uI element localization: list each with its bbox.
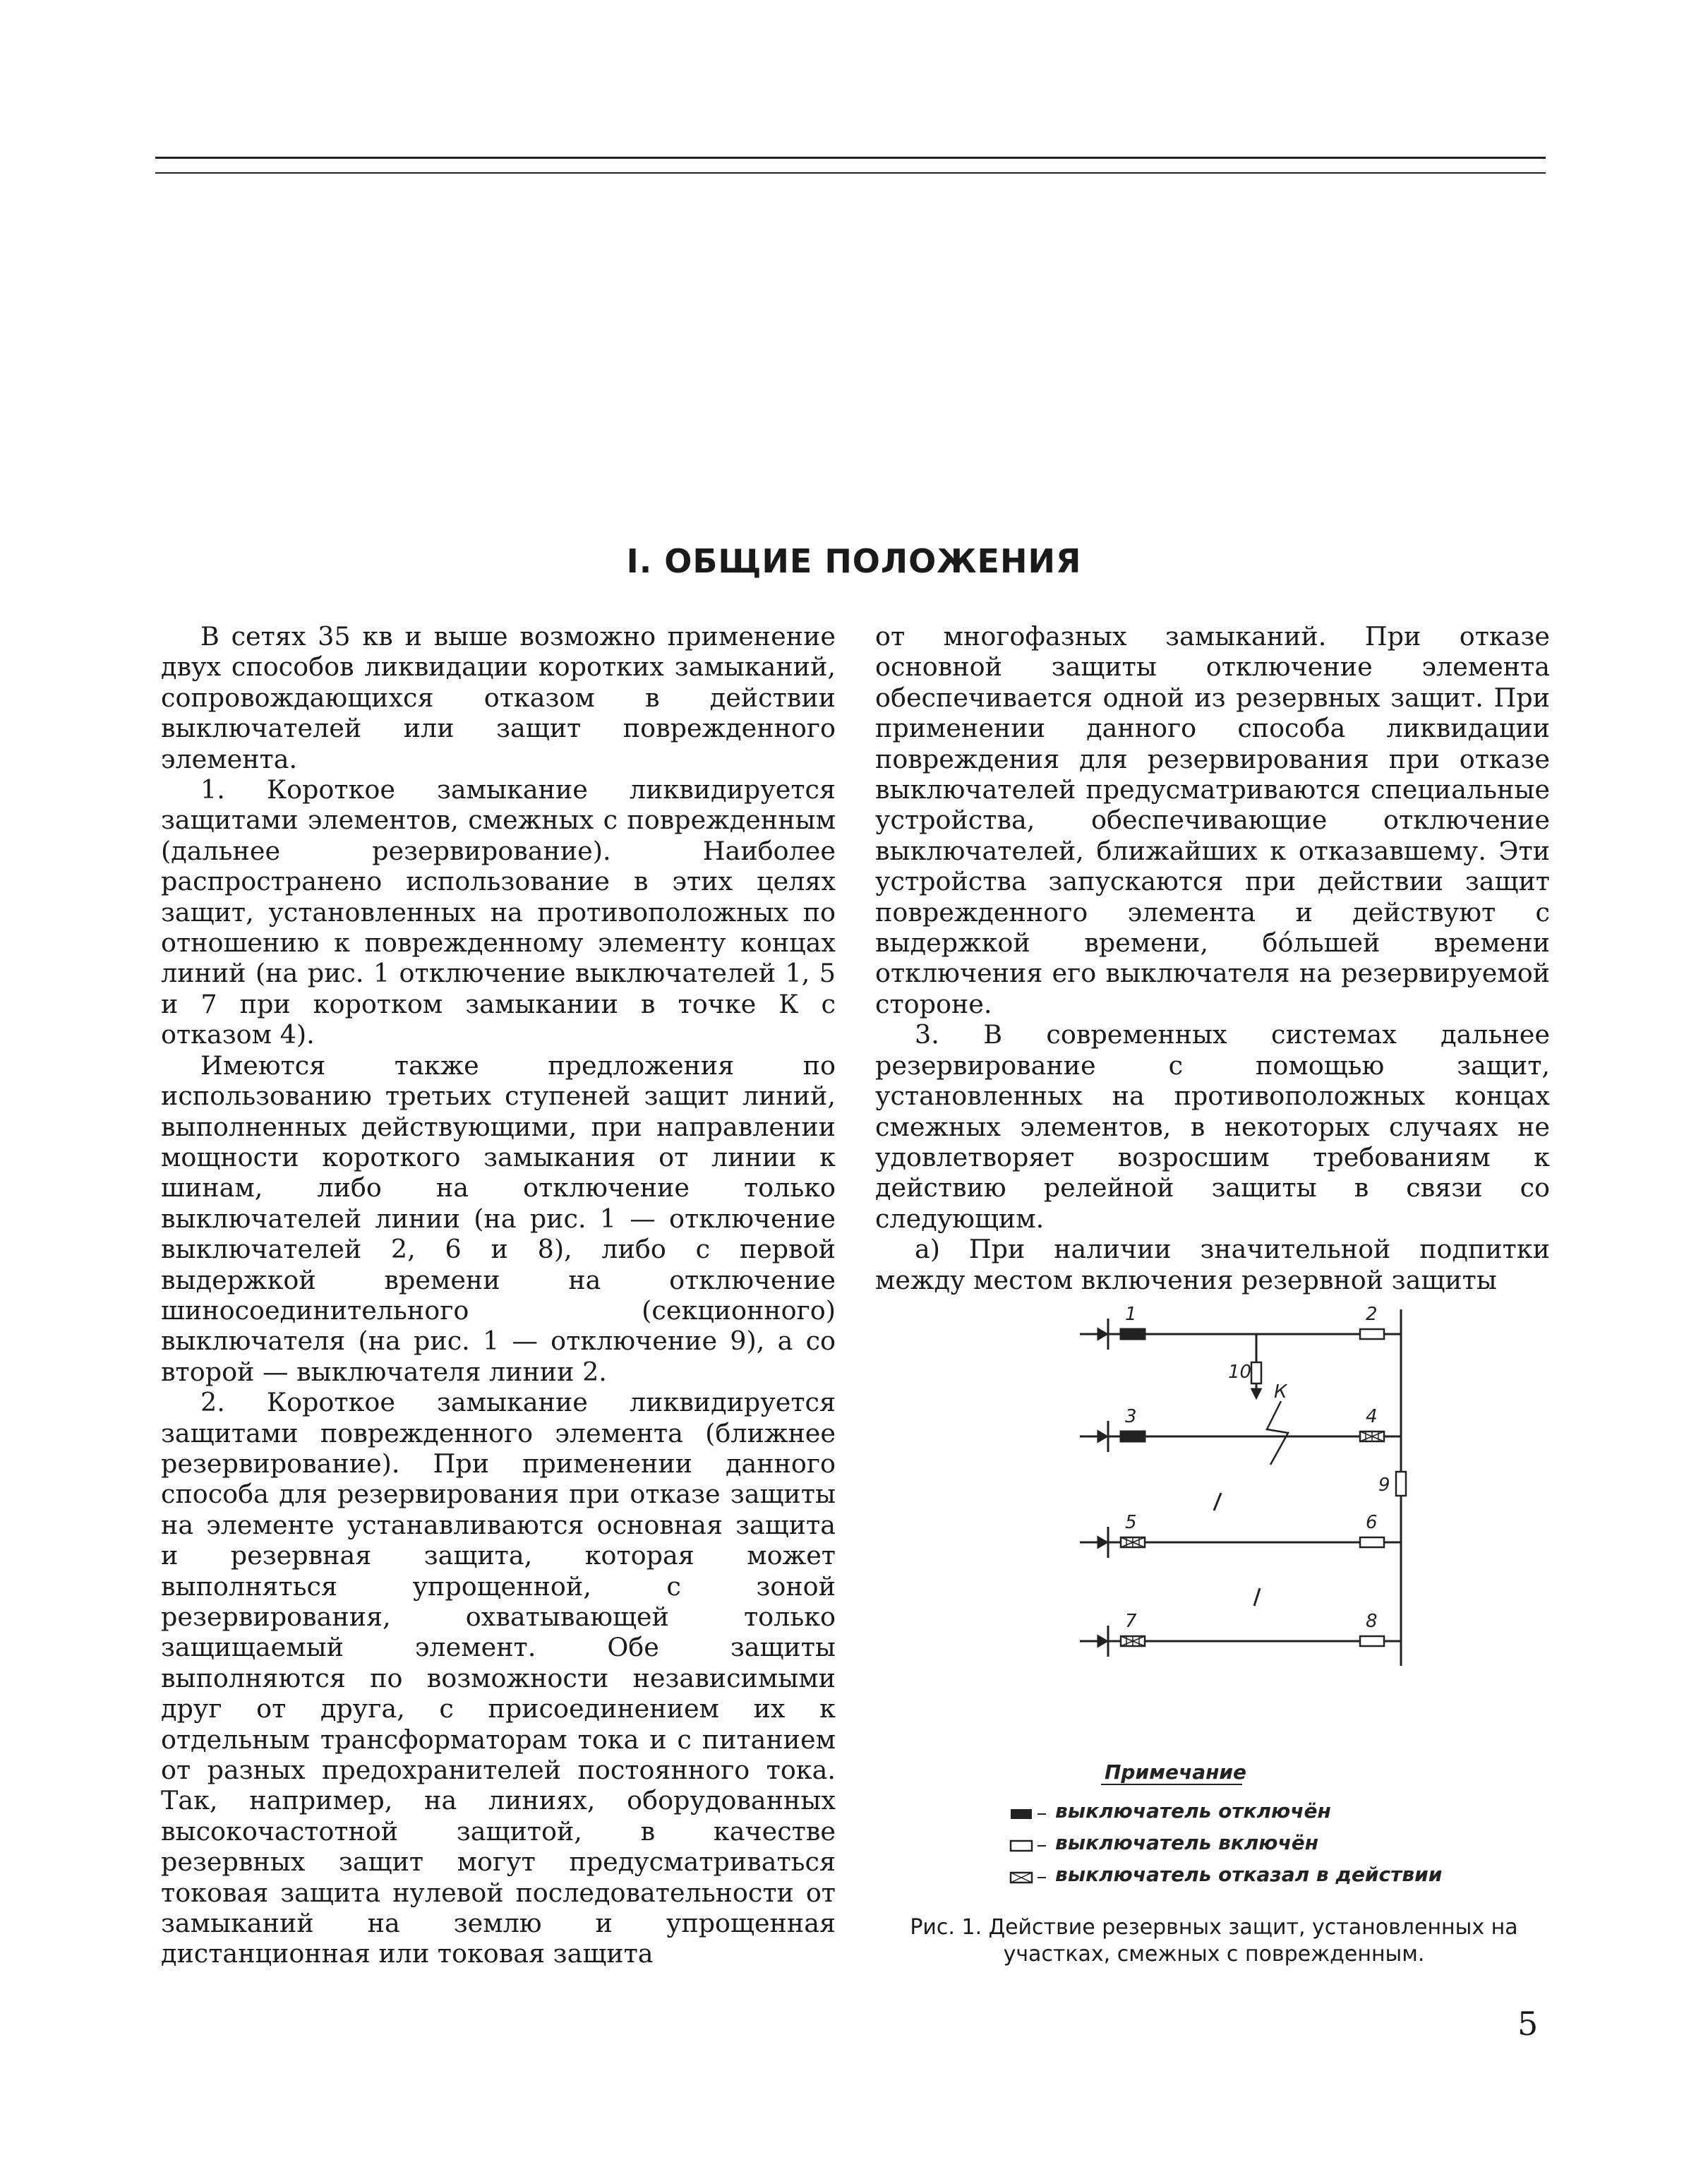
legend-on-swatch <box>1011 1841 1032 1851</box>
label-K: К <box>1274 1381 1287 1403</box>
arrow-1 <box>1098 1329 1107 1339</box>
label-10: 10 <box>1228 1362 1252 1383</box>
paragraph: 1. Короткое замыкание ликвидируется защитами элементов, смежных с поврежденным (дальнее резервирование). Наиболее распространено использование в этих целях защит, установленных на противоположных по отношению к поврежденному элементу концах линий (на рис. 1 отключение выключателей 1, 5 и 7 при коротком замыкании в точке К с отказом 4). <box>161 774 836 1050</box>
breaker-9 <box>1396 1472 1406 1496</box>
paragraph: Имеются также предложения по использованию третьих ступеней защит линий, выполненных действующими, при направлении мощности короткого замыкания от линии к шинам, либо на отключение только выключателей линии (на рис. 1 — отключение выключателей 2, 6 и 8), либо с первой выдержкой времени на отключение шиносоединительного (секционного) выключателя (на рис. 1 — отключение 9), а со второй — выключателя линии 2. <box>161 1050 836 1387</box>
breaker-1 <box>1121 1329 1145 1339</box>
label-6: 6 <box>1366 1512 1378 1533</box>
figure-1-diagram <box>875 1292 1553 1758</box>
label-8: 8 <box>1366 1611 1378 1632</box>
paragraph: 2. Короткое замыкание ликвидируется защитами поврежденного элемента (ближнее резервирование). При применении данного способа для резервирования при отказе защиты на элементе устанавливаются основная защита и резервная защита, которая может выполняться упрощенной, с зоной резервирования, охватывающей только защищаемый элемент. Обе защиты выполняются по возможности независимыми друг от друга, с присоединением их к отдельным трансформаторам тока и с питанием от разных предохранителей постоянного тока. Так, например, на линиях, оборудованных высокочастотной защитой, в качестве резервных защит могут предусматриваться токовая защита нулевой последовательности от замыканий на землю и упрощенная дистанционная или токовая защита <box>161 1387 836 1969</box>
legend-item-2: выключатель включён <box>1055 1831 1319 1854</box>
label-3: 3 <box>1125 1406 1137 1427</box>
left-column <box>161 621 836 1969</box>
label-2: 2 <box>1366 1304 1378 1325</box>
legend-item-1: выключатель отключён <box>1055 1799 1331 1823</box>
paragraph: от многофазных замыканий. При отказе основной защиты отключение элемента обеспечивается одной из резервных защит. При применении данного способа ликвидации повреждения для резервирования при отказе выключателей предусматриваются специальные устройства, обеспечивающие отключение выключателей, ближайших к отказавшему. Эти устройства запускаются при действии защит поврежденного элемента и действуют с выдержкой времени, бо́льшей времени отключения его выключателя на резервируемой стороне. <box>875 621 1550 1019</box>
legend-title: Примечание <box>1105 1760 1247 1784</box>
label-9: 9 <box>1378 1475 1390 1496</box>
label-5: 5 <box>1125 1512 1137 1533</box>
arrow-3 <box>1098 1537 1107 1547</box>
top-rule-thin <box>155 172 1546 174</box>
breaker-2 <box>1360 1329 1384 1339</box>
stray-mark-2 <box>1254 1588 1260 1606</box>
breaker-8 <box>1360 1636 1384 1646</box>
right-column <box>875 621 1550 1295</box>
stray-mark-1 <box>1214 1493 1221 1511</box>
arrow-4 <box>1098 1636 1107 1646</box>
legend-item-3: выключатель отказал в действии <box>1055 1863 1443 1886</box>
label-4: 4 <box>1366 1406 1378 1427</box>
fault-symbol <box>1267 1401 1288 1465</box>
breaker-6 <box>1360 1537 1384 1547</box>
figure-caption: Рис. 1. Действие резервных защит, установленных на участках, смежных с поврежденным. <box>910 1915 1518 1967</box>
paragraph: а) При наличии значительной подпитки между местом включения резервной защиты <box>875 1234 1550 1295</box>
top-rule-thick <box>155 157 1546 159</box>
paragraph: В сетях 35 кв и выше возможно применение двух способов ликвидации коротких замыканий, сопровождающихся отказом в действии выключателей или защит поврежденного элемента. <box>161 621 836 774</box>
arrow-2 <box>1098 1431 1107 1441</box>
legend-off-swatch <box>1011 1809 1032 1819</box>
breaker-10 <box>1251 1362 1261 1383</box>
label-7: 7 <box>1125 1611 1137 1632</box>
tap-10-arrow <box>1252 1389 1261 1398</box>
breaker-3 <box>1121 1431 1145 1441</box>
section-title: I. ОБЩИЕ ПОЛОЖЕНИЯ <box>626 542 1082 580</box>
figure-legend <box>1002 1751 1496 1899</box>
page-number: 5 <box>1517 2005 1539 2043</box>
paragraph: 3. В современных системах дальнее резервирование с помощью защит, установленных на противоположных концах смежных элементов, в некоторых случаях не удовлетворяет возросшим требованиям к действию релейной защиты в связи со следующим. <box>875 1019 1550 1234</box>
label-1: 1 <box>1125 1304 1137 1325</box>
